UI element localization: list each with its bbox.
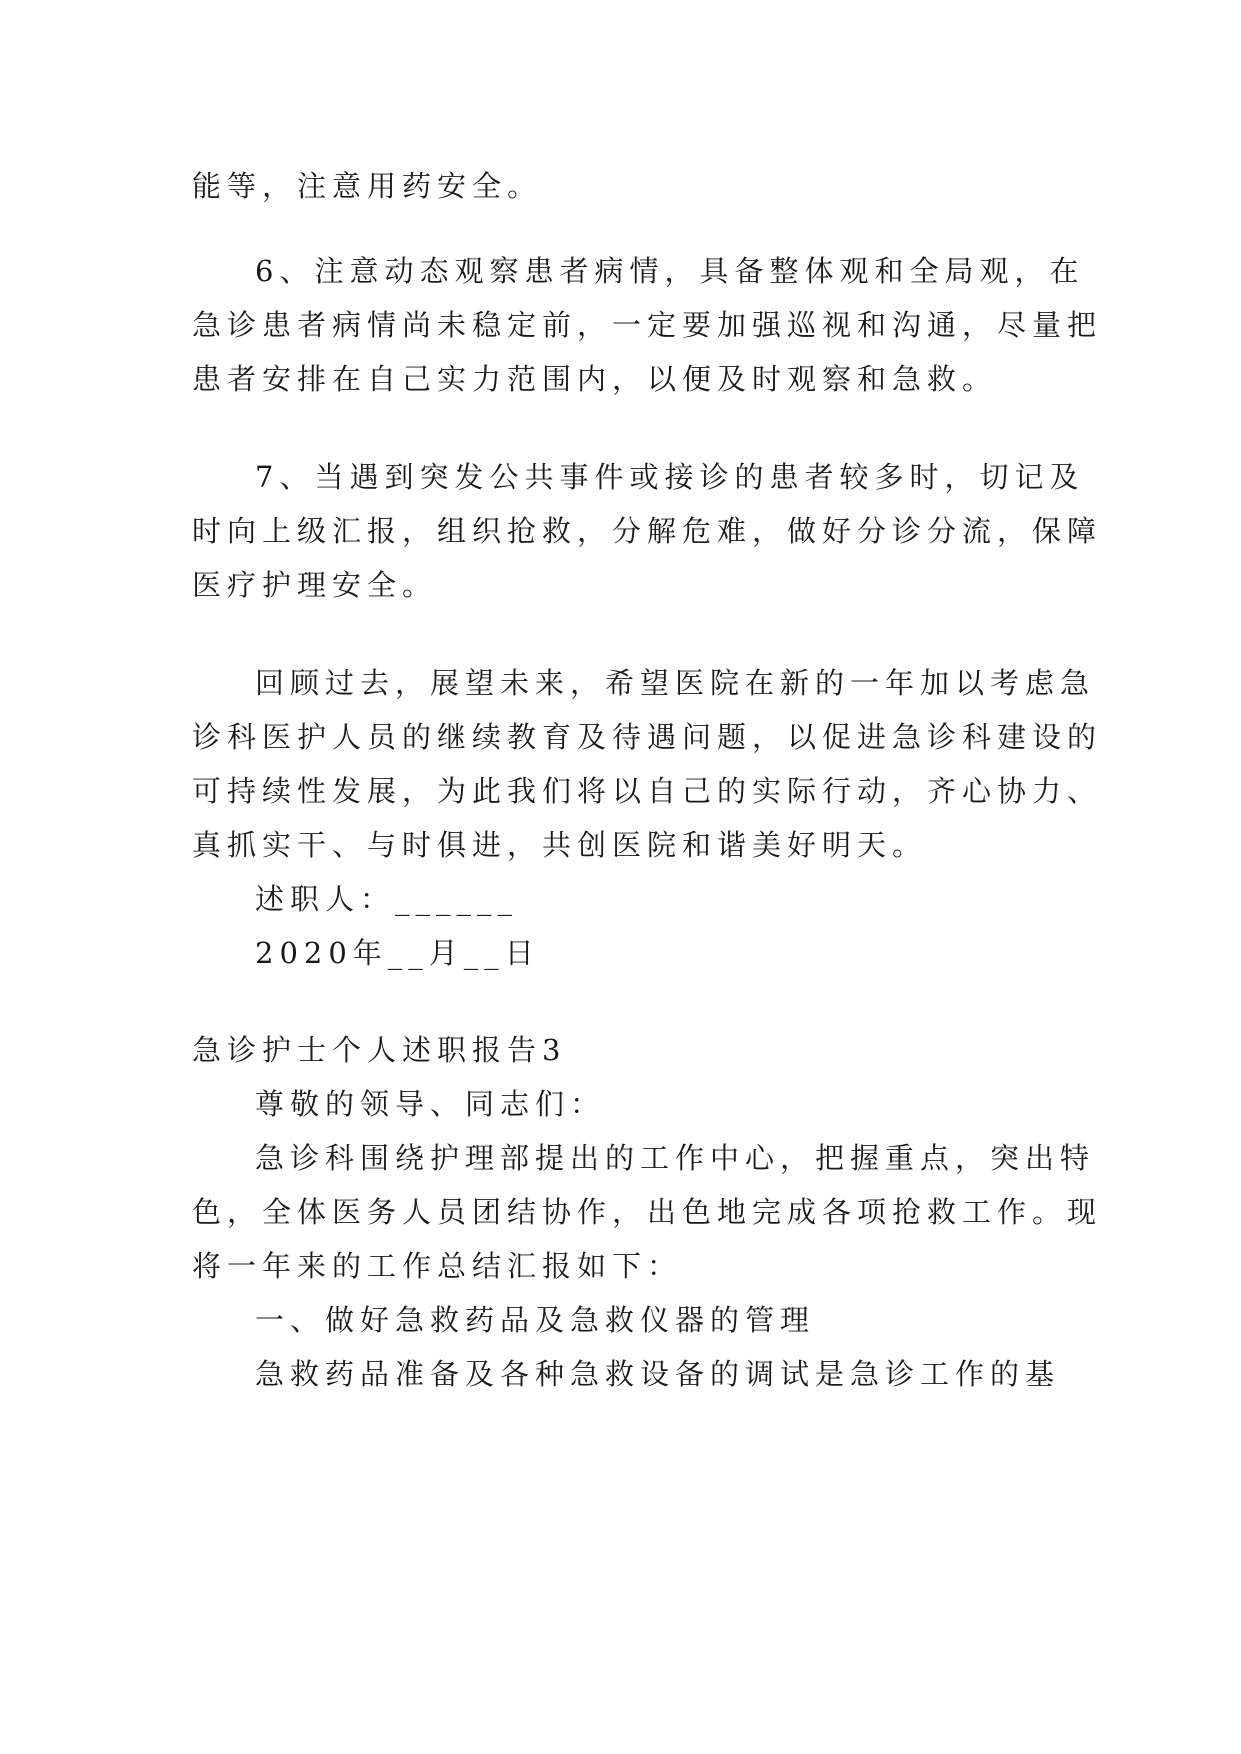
intro-paragraph-line-2: 色，全体医务人员团结协作，出色地完成各项抢救工作。现 [192,1195,1103,1229]
paragraph-7-line-3: 医疗护理安全。 [192,568,438,602]
paragraph-6-line-3: 患者安排在自己实力范围内，以便及时观察和急救。 [192,362,998,396]
paragraph-7-line-2: 时向上级汇报，组织抢救，分解危难，做好分诊分流，保障 [192,514,1103,548]
paragraph-7-line-1: 7、当遇到突发公共事件或接诊的患者较多时，切记及 [255,460,1085,494]
paragraph-6-line-1: 6、注意动态观察患者病情，具备整体观和全局观，在 [255,254,1085,288]
closing-paragraph-line-1: 回顾过去，展望未来，希望医院在新的一年加以考虑急 [255,666,1096,700]
subsection-heading: 一、做好急救药品及急救仪器的管理 [255,1303,816,1337]
signature-line: 述职人：______ [255,882,519,916]
date-line: 2020年__月__日 [255,936,540,970]
section-title: 急诊护士个人述职报告3 [192,1033,567,1067]
salutation: 尊敬的领导、同志们： [255,1087,606,1121]
body-paragraph-line-1: 急救药品准备及各种急救设备的调试是急诊工作的基 [255,1357,1061,1391]
closing-paragraph-line-4: 真抓实干、与时俱进，共创医院和谐美好明天。 [192,828,928,862]
text-line: 能等，注意用药安全。 [192,169,543,203]
closing-paragraph-line-2: 诊科医护人员的继续教育及待遇问题，以促进急诊科建设的 [192,720,1103,754]
intro-paragraph-line-3: 将一年来的工作总结汇报如下： [192,1249,683,1283]
paragraph-6-line-2: 急诊患者病情尚未稳定前，一定要加强巡视和沟通，尽量把 [192,308,1103,342]
intro-paragraph-line-1: 急诊科围绕护理部提出的工作中心，把握重点，突出特 [255,1141,1096,1175]
closing-paragraph-line-3: 可持续性发展，为此我们将以自己的实际行动，齐心协力、 [192,774,1103,808]
